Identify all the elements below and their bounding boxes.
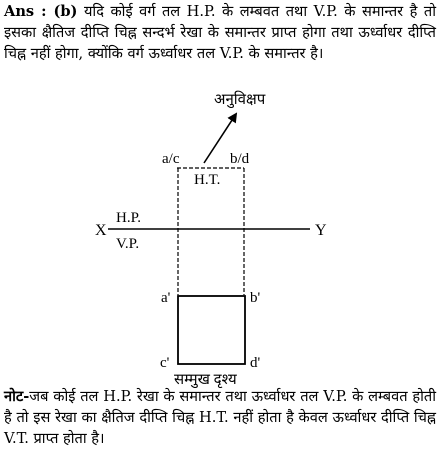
label-anuvikshep: अनुविक्षप <box>214 92 266 108</box>
label-d-prime: d' <box>250 355 261 371</box>
note-prefix: नोट- <box>4 388 30 405</box>
label-y: Y <box>315 222 327 239</box>
front-view-caption: सम्मुख दृश्य <box>174 372 237 388</box>
label-b-d: b/d <box>230 151 250 167</box>
label-c-prime: c' <box>160 355 170 371</box>
label-hp: H.P. <box>116 210 142 226</box>
note-paragraph <box>4 386 436 449</box>
label-a-c: a/c <box>162 151 180 167</box>
label-a-prime: a' <box>161 290 171 306</box>
front-view-square <box>178 296 245 364</box>
answer-prefix: Ans : (b) <box>4 3 78 20</box>
note-text: जब कोई तल H.P. रेखा के समान्तर तथा ऊर्ध्वाधर तल V.P. के लम्बवत होती है तो इस रेखा का क्षैतिज दीप्ति चिह्न H.T. नहीं होता है केवल ऊर्ध्वाधर दीप्ति चिह्न V.T. प्राप्त होता है। <box>4 388 436 447</box>
label-ht: H.T. <box>194 172 221 188</box>
answer-text: यदि कोई वर्ग तल H.P. के लम्बवत तथा V.P. के समान्तर है तो इसका क्षैतिज दीप्ति चिह्न सन्दर्भ रेखा के समान्तर प्राप्त होगा तथा ऊर्ध्वाधर दीप्ति चिह्न नहीं होगा, क्योंकि वर्ग ऊर्ध्वाधर तल V.P. के समान्तर है। <box>4 3 436 62</box>
label-x: X <box>95 222 107 239</box>
label-b-prime: b' <box>250 290 261 306</box>
label-vp: V.P. <box>116 236 140 252</box>
